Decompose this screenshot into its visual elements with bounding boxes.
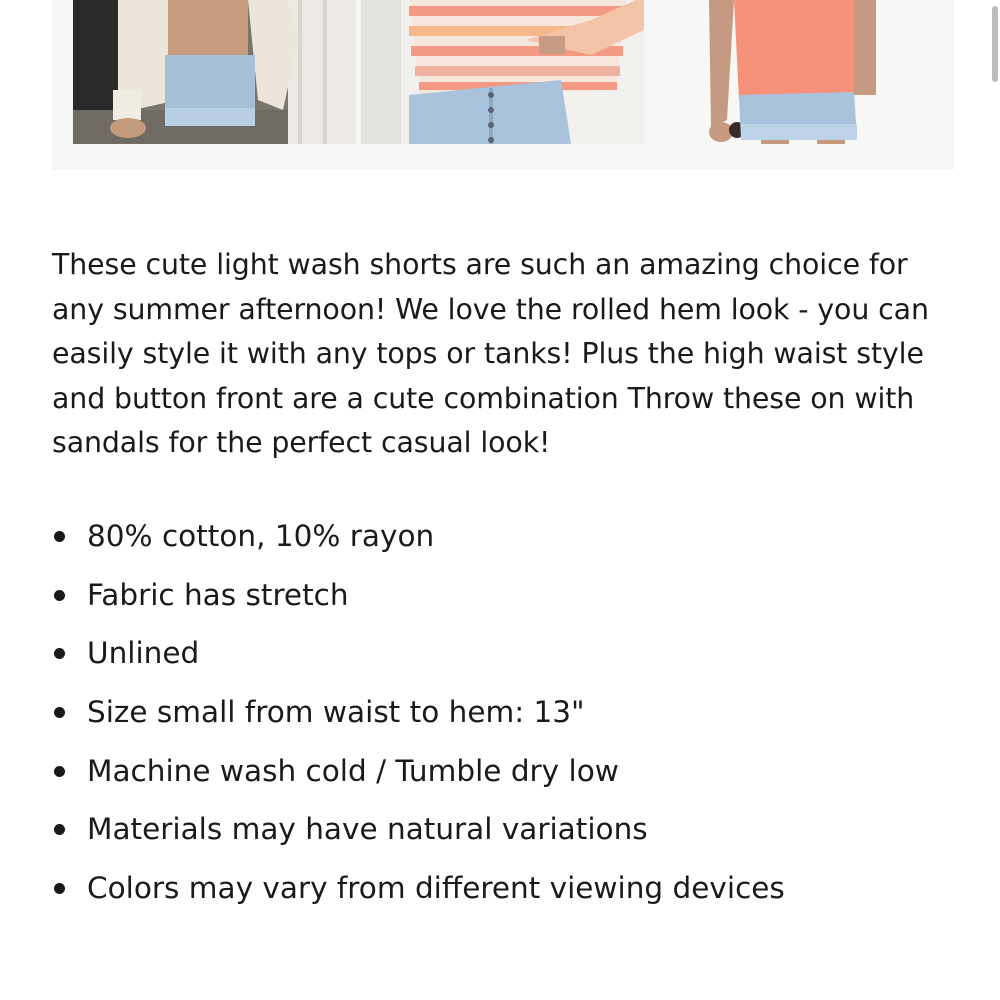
feature-text: Machine wash cold / Tumble dry low	[87, 753, 619, 788]
bullet-icon	[54, 766, 65, 777]
feature-item-colors-note	[52, 861, 952, 920]
bullet-icon	[54, 883, 65, 894]
bullet-icon	[54, 707, 65, 718]
product-photo-strip	[52, 0, 954, 170]
bullet-icon	[54, 648, 65, 659]
page-scrollbar[interactable]	[992, 6, 998, 82]
feature-text: Fabric has stretch	[87, 577, 349, 612]
feature-text: Size small from waist to hem: 13"	[87, 695, 585, 730]
bullet-icon	[54, 531, 65, 542]
product-features-list	[52, 509, 952, 920]
feature-item-care	[52, 744, 952, 803]
bullet-icon	[54, 824, 65, 835]
feature-text: Colors may vary from different viewing devices	[87, 871, 785, 906]
outfit-photo-coral-tank	[649, 0, 932, 144]
feature-text: 80% cotton, 10% rayon	[87, 519, 435, 553]
feature-item-fabric-content	[52, 509, 952, 568]
product-photo-1[interactable]	[73, 0, 356, 144]
product-description: These cute light wash shorts are such an amazing choice for any summer afternoon! We love the rolled hem look - you can easily style it with any tops or tanks! Plus the high waist style and button front are a cute combination Throw these on with sandals for the perfect casual look!	[52, 248, 929, 460]
feature-item-stretch	[52, 568, 952, 627]
feature-item-lining	[52, 626, 952, 685]
feature-item-size	[52, 685, 952, 744]
outfit-photo-cardigan	[73, 0, 356, 144]
bullet-icon	[54, 590, 65, 601]
feature-text: Materials may have natural variations	[87, 812, 648, 847]
product-photo-2[interactable]	[361, 0, 644, 144]
feature-text: Unlined	[87, 636, 200, 671]
outfit-photo-striped-sweater	[361, 0, 644, 144]
feature-item-materials-note	[52, 802, 952, 861]
product-photo-3[interactable]	[649, 0, 932, 144]
